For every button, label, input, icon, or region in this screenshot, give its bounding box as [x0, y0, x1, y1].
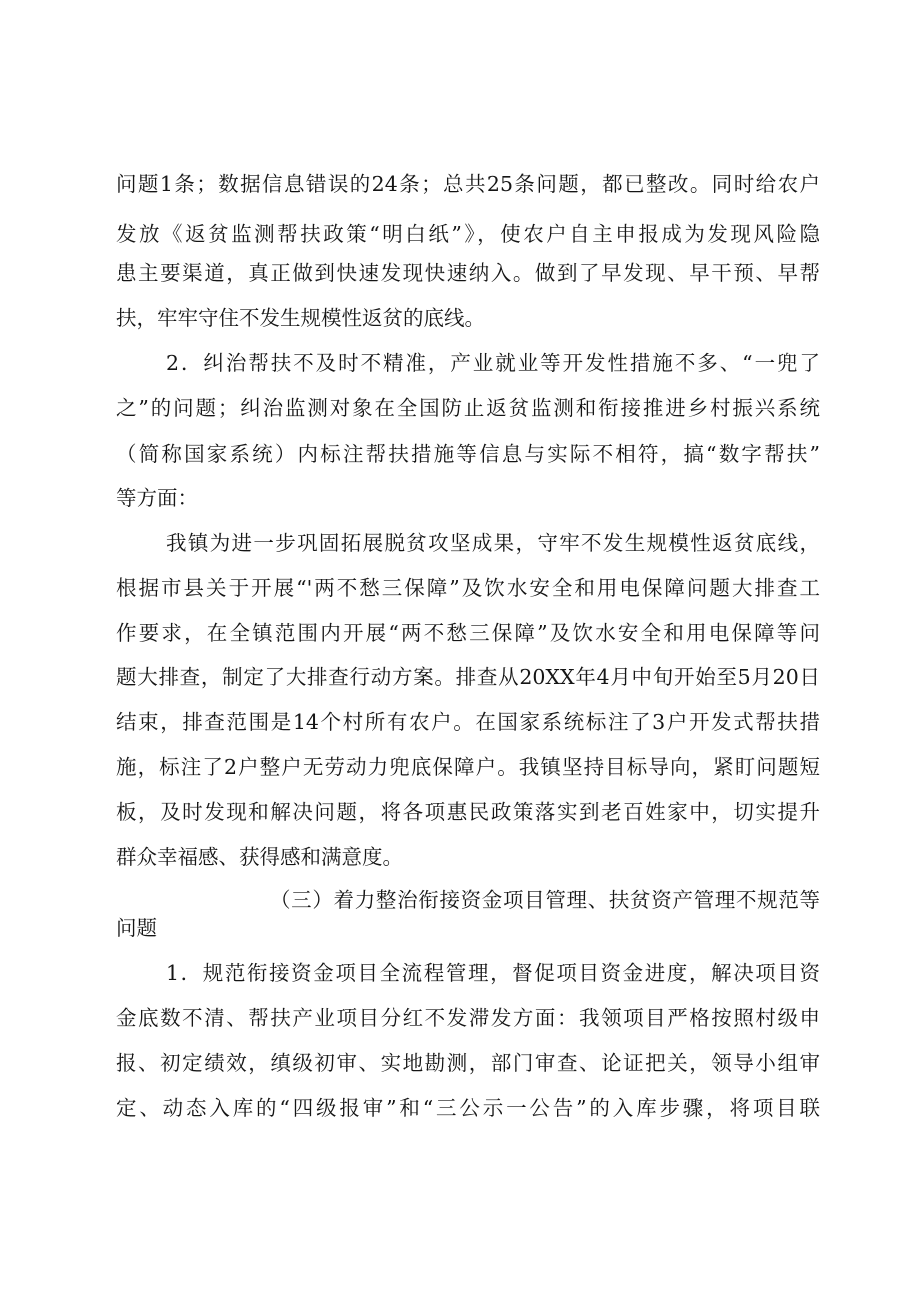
text-line: 根据市县关于开展“'两不愁三保障”及饮水安全和用电保障问题大排查工: [116, 576, 820, 600]
text-line: 患主要渠道，真正做到快速发现快速纳入。做到了早发现、早干预、早帮: [116, 261, 820, 285]
text-line: 板，及时发现和解决问题，将各项惠民政策落实到老百姓家中，切实提升: [116, 800, 820, 824]
section-heading-continuation: 问题: [116, 916, 157, 940]
text-line: 结束，排查范围是14个村所有农户。在国家系统标注了3户开发式帮扶措: [116, 710, 820, 734]
text-line: 群众幸福感、获得感和满意度。: [116, 845, 403, 869]
text-line: 我镇为进一步巩固拓展脱贫攻坚成果，守牢不发生规模性返贫底线，: [166, 531, 820, 555]
text-line: 金底数不清、帮扶产业项目分红不发滞发方面：我领项目严格按照村级申: [116, 1006, 820, 1030]
text-line: 报、初定绩效，缜级初审、实地勘测，部门审查、论证把关，领导小组审: [116, 1051, 820, 1075]
text-line: 1．规范衔接资金项目全流程管理，督促项目资金进度，解决项目资: [166, 961, 820, 985]
text-line: 之”的问题；纠治监测对象在全国防止返贫监测和衔接推进乡村振兴系统: [116, 396, 820, 420]
section-heading: （三）着力整治衔接资金项目管理、扶贫资产管理不规范等: [270, 888, 820, 912]
text-line: 2．纠治帮扶不及时不精准，产业就业等开发性措施不多、“一兜了: [166, 351, 820, 375]
text-line: 发放《返贫监测帮扶政策“明白纸”》，使农户自主申报成为发现风险隐: [116, 222, 820, 246]
text-line: 扶，牢牢守住不发生规模性返贫的底线。: [116, 306, 485, 330]
text-line: 问题1条；数据信息错误的24条；总共25条问题，都已整改。同时给农户: [116, 172, 820, 196]
text-line: 作要求，在全镇范围内开展“两不愁三保障”及饮水安全和用电保障等问: [116, 621, 820, 645]
text-line: 题大排查，制定了大排查行动方案。排查从20XX年4月中旬开始至5月20日: [116, 665, 820, 689]
text-line: （简称国家系统）内标注帮扶措施等信息与实际不相符，搞“数字帮扶”: [116, 442, 820, 466]
text-line: 施，标注了2户整户无劳动力兜底保障户。我镇坚持目标导向，紧盯问题短: [116, 755, 820, 779]
text-line: 等方面：: [116, 486, 198, 510]
text-line: 定、动态入库的“四级报审”和“三公示一公告”的入库步骤，将项目联: [116, 1096, 820, 1120]
